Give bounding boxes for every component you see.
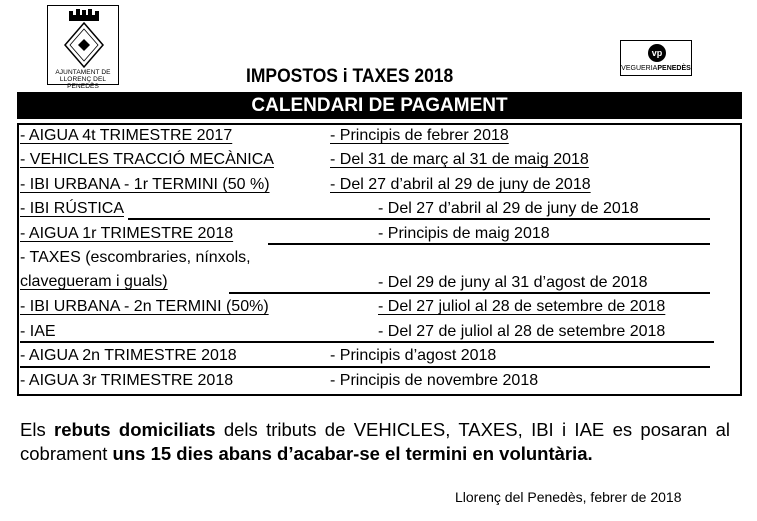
- vegueria-logo-icon: vp: [648, 44, 666, 62]
- note-highlight-1: rebuts domiciliats: [54, 419, 216, 440]
- row-2-concept: - VEHICLES TRACCIÓ MECÀNICA: [20, 151, 274, 168]
- row-9-concept: - AIGUA 2n TRIMESTRE 2018: [20, 347, 237, 364]
- row-1-period: - Principis de febrer 2018: [330, 127, 509, 144]
- row-7-period: - Del 27 juliol al 28 de setembre de 2018: [378, 298, 666, 315]
- row-2-period: - Del 31 de març al 31 de maig 2018: [330, 151, 589, 168]
- row-5-underline: [268, 243, 710, 245]
- row-10-period: - Principis de novembre 2018: [330, 372, 539, 389]
- row-3-period: - Del 27 d’abril al 29 de juny de 2018: [330, 176, 591, 193]
- row-6-underline: [229, 292, 710, 294]
- row-5-concept: - AIGUA 1r TRIMESTRE 2018: [20, 225, 234, 242]
- payment-note: Els rebuts domiciliats dels tributs de VEHICLES, TAXES, IBI i IAE es posaran al cobrament uns 15 dies abans d’acabar-se el termini en voluntària.: [20, 419, 730, 464]
- municipality-line2: LLORENÇ DEL PENEDÈS: [59, 76, 107, 90]
- row-6-concept-line1: - TAXES (escombraries, nínxols,: [20, 249, 251, 266]
- row-7-concept: - IBI URBANA - 2n TERMINI (50%): [20, 298, 269, 315]
- row-9-underline: [20, 366, 710, 368]
- row-10-concept: - AIGUA 3r TRIMESTRE 2018: [20, 372, 234, 389]
- row-3-concept: - IBI URBANA - 1r TERMINI (50 %): [20, 176, 270, 193]
- row-6-concept-line2: clavegueram i guals): [20, 273, 168, 290]
- row-4-underline: [128, 218, 710, 220]
- vegueria-logo-text: VEGUERIAPENEDÈS: [621, 65, 691, 72]
- municipality-line1: AJUNTAMENT DE: [55, 69, 111, 76]
- place-and-date: Llorenç del Penedès, febrer de 2018: [455, 489, 682, 505]
- document-title: IMPOSTOS i TAXES 2018: [246, 66, 454, 87]
- note-highlight-2: uns 15 dies abans d’acabar-se el termini en voluntària.: [112, 443, 593, 464]
- row-8-concept: - IAE: [20, 323, 56, 340]
- row-6-period: - Del 29 de juny al 31 d’agost de 2018: [378, 274, 648, 291]
- row-4-period: - Del 27 d’abril al 29 de juny de 2018: [378, 200, 639, 217]
- row-5-period: - Principis de maig 2018: [378, 225, 550, 242]
- vegueria-logo: [620, 40, 692, 76]
- coat-of-arms-logo: [47, 5, 119, 90]
- calendar-banner: CALENDARI DE PAGAMENT: [17, 92, 742, 119]
- row-4-concept: - IBI RÚSTICA: [20, 200, 125, 217]
- row-1-concept: - AIGUA 4t TRIMESTRE 2017: [20, 127, 233, 144]
- row-8-underline: [20, 341, 714, 343]
- row-8-period: - Del 27 de juliol al 28 de setembre 2018: [378, 323, 666, 340]
- coat-of-arms-icon: [61, 9, 107, 69]
- row-9-period: - Principis d’agost 2018: [330, 347, 497, 364]
